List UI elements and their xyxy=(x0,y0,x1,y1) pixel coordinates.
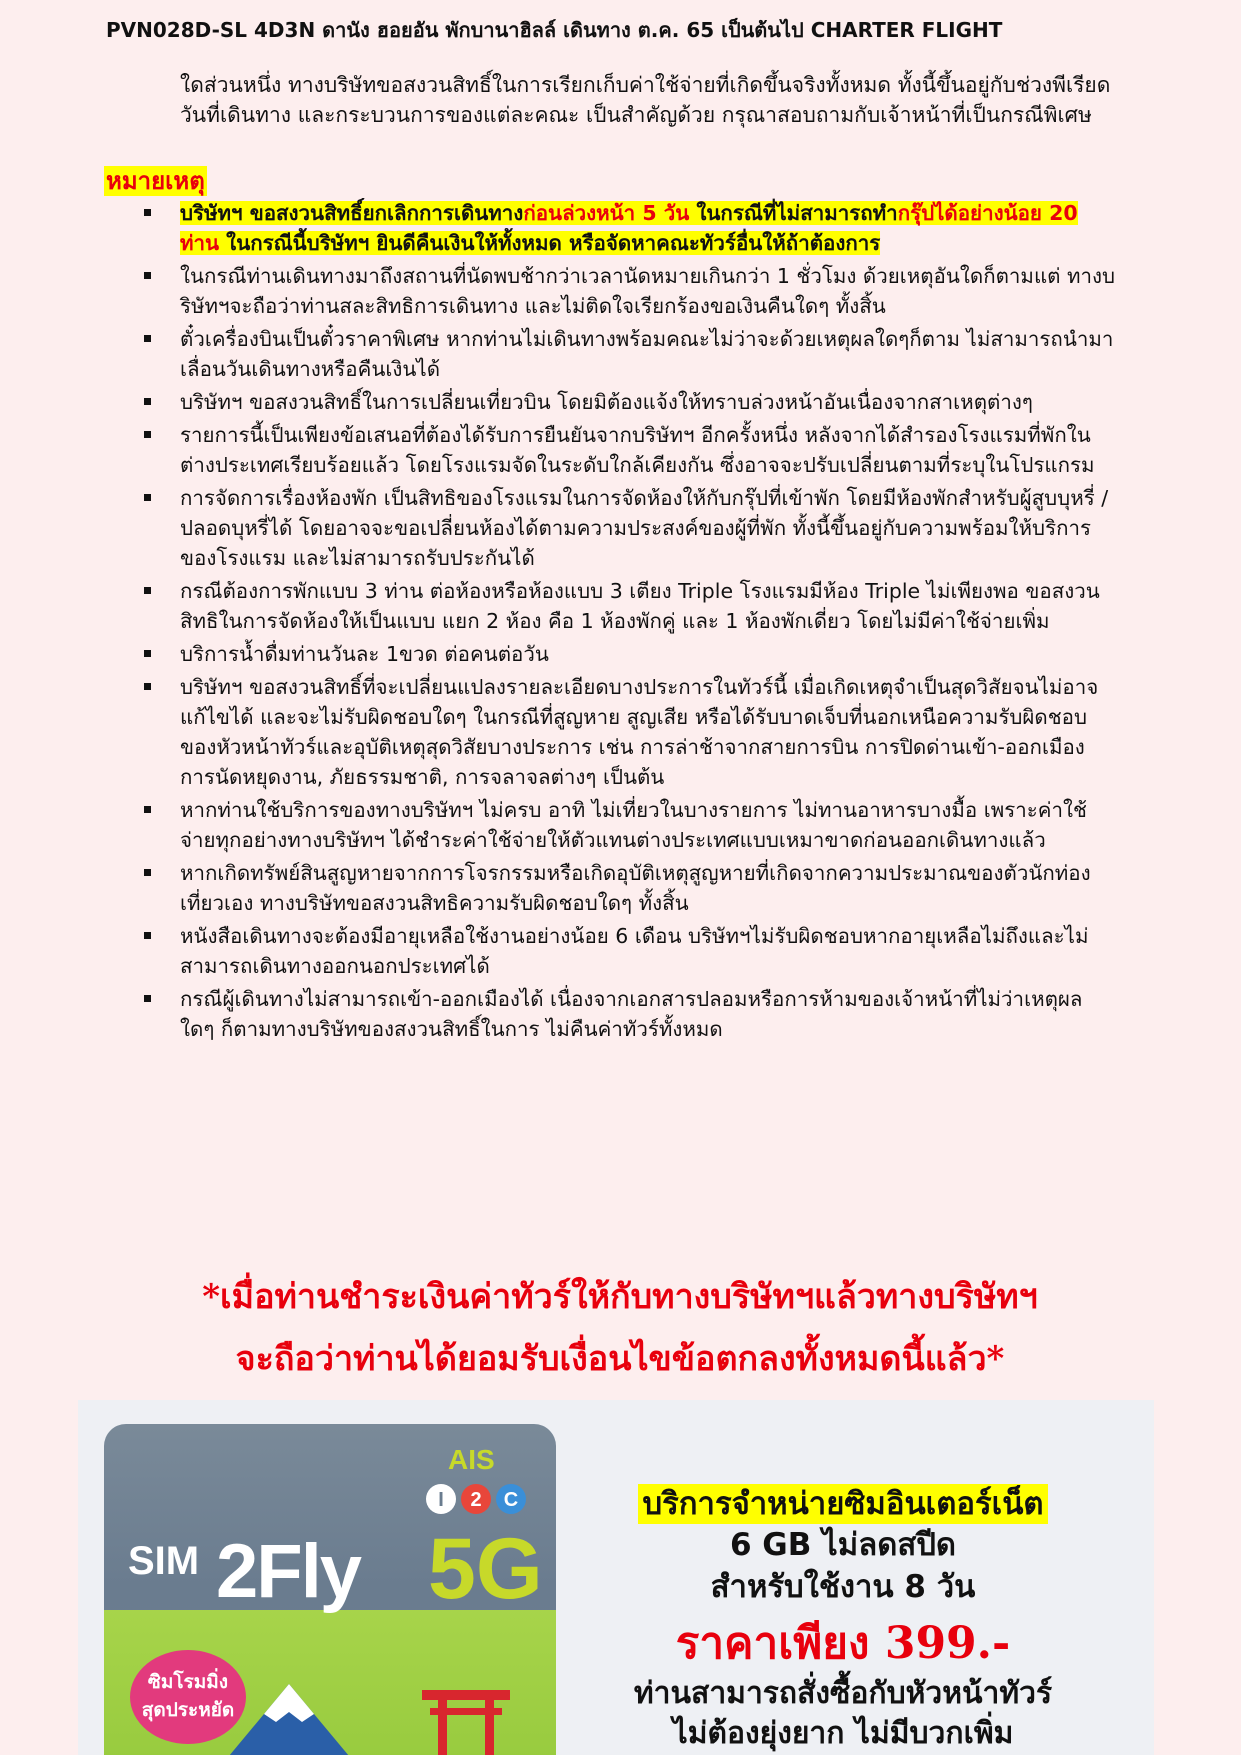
note-text: รายการนี้เป็นเพียงข้อเสนอที่ต้องได้รับการยืนยันจากบริษัทฯ อีกครั้งหนึ่ง หลังจากได้สำรองโรงแรมที่พักในต่างประเทศเรียบร้อยแล้ว โดยโรงแรมจัดในระดับใกล้เคียงกัน ซึ่งอาจจะปรับเปลี่ยนตามที่ระบุในโปรแกรม xyxy=(180,423,1095,477)
bullet-icon xyxy=(144,932,151,939)
torii-gate-icon xyxy=(416,1682,516,1755)
closing-line-1: *เมื่อท่านชำระเงินค่าทัวร์ให้กับทางบริษัทฯแล้วทางบริษัทฯ xyxy=(202,1277,1038,1317)
sim-promo-banner xyxy=(78,1400,1154,1755)
note-item xyxy=(140,387,1116,417)
note-text: ในกรณีท่านเดินทางมาถึงสถานที่นัดพบช้ากว่าเวลานัดหมายเกินกว่า 1 ชั่วโมง ด้วยเหตุอันใดก็ตามแต่ ทางบริษัทฯจะถือว่าท่านสละสิทธิการเดินทาง และไม่ติดใจเรียกร้องขอเงินคืนใดๆ ทั้งสิ้น xyxy=(180,264,1116,318)
promo-price: ราคาเพียง 399.- xyxy=(675,1618,1011,1669)
badge-line-1: ซิมโรมมิ่ง xyxy=(147,1671,229,1693)
svg-text:2: 2 xyxy=(470,1489,482,1511)
svg-text:I: I xyxy=(438,1489,444,1511)
bullet-icon xyxy=(144,209,151,216)
note-text: บริษัทฯ ขอสงวนสิทธิ์ที่จะเปลี่ยนแปลงรายละเอียดบางประการในทัวร์นี้ เมื่อเกิดเหตุจำเป็นสุดวิสัยจนไม่อาจแก้ไขได้ และจะไม่รับผิดชอบใดๆ ในกรณีที่สูญหาย สูญเสีย หรือได้รับบาดเจ็บที่นอกเหนือความรับผิดชอบของหัวหน้าทัวร์และอุบัติเหตุสุดวิสัยบางประการ เช่น การล่าช้าจากสายการบิน การปิดด่านเข้า-ออกเมือง การนัดหยุดงาน, ภัยธรรมชาติ, การจลาจลต่างๆ เป็นต้น xyxy=(180,675,1099,789)
note-item xyxy=(140,324,1116,384)
note-item xyxy=(140,795,1116,855)
notes-list xyxy=(140,198,1116,1047)
note-item xyxy=(140,984,1116,1044)
closing-line-2: จะถือว่าท่านได้ยอมรับเงื่อนไขข้อตกลงทั้งหมดนี้แล้ว* xyxy=(235,1339,1005,1379)
note-item-highlight xyxy=(140,198,1116,258)
bullet-icon xyxy=(144,806,151,813)
bullet-icon xyxy=(144,494,151,501)
note-text: บริการน้ำดื่มท่านวันละ 1ขวด ต่อคนต่อวัน xyxy=(180,642,549,666)
promo-text-block xyxy=(560,1484,1126,1754)
highlight-part-5: ในกรณีนี้บริษัทฯ ยินดีคืนเงินให้ทั้งหมด หรือจัดหาคณะทัวร์อื่นให้ถ้าต้องการ xyxy=(219,231,881,255)
badge-line-2: สุดประหยัด xyxy=(141,1699,235,1721)
highlight-part-4: กรุ๊ปได้อย่างน้อย 20 ท่าน xyxy=(180,201,1078,255)
highlight-part-2: ก่อนล่วงหน้า 5 วัน xyxy=(523,201,690,225)
bullet-icon xyxy=(144,995,151,1002)
ais-logo-text: AIS xyxy=(448,1444,495,1475)
note-text: บริษัทฯ ขอสงวนสิทธิ์ในการเปลี่ยนเที่ยวบิน โดยมิต้องแจ้งให้ทราบล่วงหน้าอันเนื่องจากสาเหตุต่างๆ xyxy=(180,390,1033,414)
notes-title: หมายเหตุ xyxy=(106,167,205,195)
note-text: กรณีผู้เดินทางไม่สามารถเข้า-ออกเมืองได้ เนื่องจากเอกสารปลอมหรือการห้ามของเจ้าหน้าที่ไม่ว่าเหตุผลใดๆ ก็ตามทางบริษัทของสงวนสิทธิ์ในการ ไม่คืนค่าทัวร์ทั้งหมด xyxy=(180,987,1083,1041)
highlight-part-1: บริษัทฯ ขอสงวนสิทธิ์ยกเลิกการเดินทาง xyxy=(180,201,524,225)
mountain-icon xyxy=(204,1676,374,1755)
intro-paragraph: ใดส่วนหนึ่ง ทางบริษัทขอสงวนสิทธิ์ในการเรียกเก็บค่าใช้จ่ายที่เกิดขึ้นจริงทั้งหมด ทั้งนี้ขึ้นอยู่กับช่วงพีเรียดวันที่เดินทาง และกระบวนการของแต่ละคณะ เป็นสำคัญด้วย กรุณาสอบถามกับเจ้าหน้าที่เป็นกรณีพิเศษ xyxy=(180,73,1111,127)
bullet-icon xyxy=(144,431,151,438)
note-item xyxy=(140,483,1116,573)
note-item xyxy=(140,261,1116,321)
bullet-icon xyxy=(144,398,151,405)
note-item xyxy=(140,639,1116,669)
ais-i2c-icon xyxy=(424,1482,528,1516)
note-item xyxy=(140,672,1116,792)
bullet-icon xyxy=(144,335,151,342)
note-text: การจัดการเรื่องห้องพัก เป็นสิทธิของโรงแรมในการจัดห้องให้กับกรุ๊ปที่เข้าพัก โดยมีห้องพักสำหรับผู้สูบบุหรี่ / ปลอดบุหรี่ได้ โดยอาจจะขอเปลี่ยนห้องได้ตามความประสงค์ของผู้ที่พัก ทั้งนี้ขึ้นอยู่กับความพร้อมให้บริการของโรงแรม และไม่สามารถรับประกันได้ xyxy=(180,486,1109,570)
note-item xyxy=(140,576,1116,636)
note-text: หากท่านใช้บริการของทางบริษัทฯ ไม่ครบ อาทิ ไม่เที่ยวในบางรายการ ไม่ทานอาหารบางมื้อ เพราะค่าใช้จ่ายทุกอย่างทางบริษัทฯ ได้ชำระค่าใช้จ่ายให้ตัวแทนต่างประเทศแบบเหมาขาดก่อนออกเดินทางแล้ว xyxy=(180,798,1087,852)
sim-label: SIM xyxy=(128,1539,200,1583)
note-text: หากเกิดทรัพย์สินสูญหายจากการโจรกรรมหรือเกิดอุบัติเหตุสูญหายที่เกิดจากความประมาณของตัวนักท่องเที่ยวเอง ทางบริษัทขอสงวนสิทธิความรับผิดชอบใดๆ ทั้งสิ้น xyxy=(180,861,1091,915)
bullet-icon xyxy=(144,272,151,279)
bullet-icon xyxy=(144,587,151,594)
note-text: ตั๋วเครื่องบินเป็นตั๋วราคาพิเศษ หากท่านไม่เดินทางพร้อมคณะไม่ว่าจะด้วยเหตุผลใดๆก็ตาม ไม่สามารถนำมาเลื่อนวันเดินทางหรือคืนเงินได้ xyxy=(180,327,1114,381)
promo-duration: สำหรับใช้งาน 8 วัน xyxy=(710,1569,976,1605)
bullet-icon xyxy=(144,869,151,876)
svg-text:C: C xyxy=(503,1489,519,1511)
highlight-text xyxy=(180,201,1078,255)
note-text: กรณีต้องการพักแบบ 3 ท่าน ต่อห้องหรือห้องแบบ 3 เตียง Triple โรงแรมมีห้อง Triple ไม่เพียงพอ ขอสงวนสิทธิในการจัดห้องให้เป็นแบบ แยก 2 ห้อง คือ 1 ห้องพักคู่ และ 1 ห้องพักเดี่ยว โดยไม่มีค่าใช้จ่ายเพิ่ม xyxy=(180,579,1100,633)
bullet-icon xyxy=(144,683,151,690)
note-item xyxy=(140,420,1116,480)
note-item xyxy=(140,858,1116,918)
note-text: หนังสือเดินทางจะต้องมีอายุเหลือใช้งานอย่างน้อย 6 เดือน บริษัทฯไม่รับผิดชอบหากอายุเหลือไม่ถึงและไม่สามารถเดินทางออกนอกประเทศได้ xyxy=(180,924,1089,978)
promo-data-amount: 6 GB ไม่ลดสปีด xyxy=(729,1527,957,1563)
document-header: PVN028D-SL 4D3N ดานัง ฮอยอัน พักบานาฮิลล์ เดินทาง ต.ค. 65 เป็นต้นไป CHARTER FLIGHT xyxy=(106,18,1003,42)
promo-order-line-1: ท่านสามารถสั่งซื้อกับหัวหน้าทัวร์ xyxy=(633,1676,1053,1711)
bullet-icon xyxy=(144,650,151,657)
promo-order-line-2: ไม่ต้องยุ่งยาก ไม่มีบวกเพิ่ม xyxy=(672,1716,1014,1751)
sim-card-image xyxy=(104,1424,556,1755)
highlight-part-3: ในกรณีที่ไม่สามารถทำ xyxy=(689,201,898,225)
two-fly-label: 2Fly xyxy=(216,1529,361,1614)
note-item xyxy=(140,921,1116,981)
promo-title: บริการจำหน่ายซิมอินเตอร์เน็ต xyxy=(638,1484,1047,1524)
five-g-label: 5G xyxy=(428,1521,543,1617)
closing-statement xyxy=(80,1266,1160,1390)
